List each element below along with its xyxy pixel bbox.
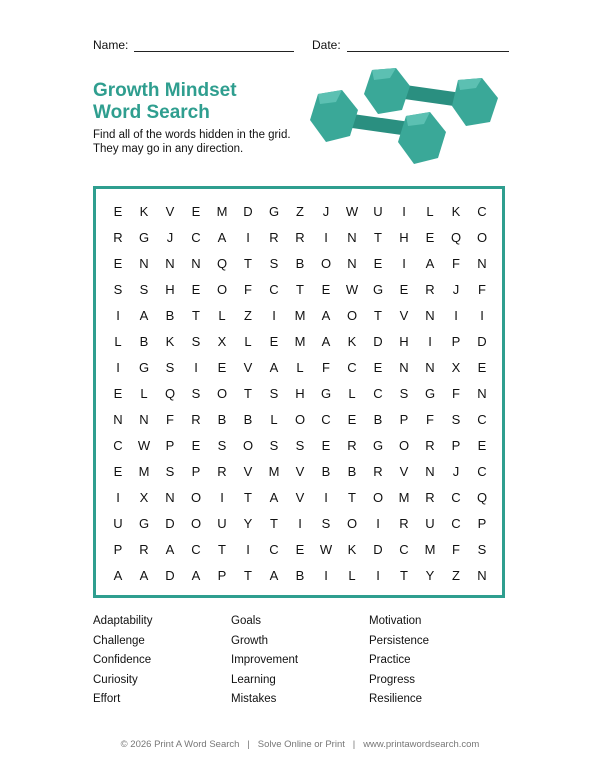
word-search-grid-frame xyxy=(93,186,505,598)
grid-letter[interactable]: S xyxy=(295,437,305,453)
grid-letter[interactable]: I xyxy=(376,515,380,531)
grid-letter[interactable]: N xyxy=(139,255,149,271)
grid-letter[interactable]: I xyxy=(246,229,250,245)
grid-letter[interactable]: F xyxy=(452,541,460,557)
grid-letter[interactable]: N xyxy=(191,255,201,271)
footer-copyright: © 2026 Print A Word Search xyxy=(120,739,240,750)
grid-letter[interactable]: I xyxy=(116,307,120,323)
grid-letter[interactable]: L xyxy=(348,385,356,401)
grid-letter[interactable]: D xyxy=(165,567,175,583)
grid-letter[interactable]: S xyxy=(139,281,149,297)
grid-letter[interactable]: M xyxy=(138,463,150,479)
word-list-item: Resilience xyxy=(369,693,423,705)
grid-letter[interactable]: A xyxy=(113,567,123,583)
grid-letter[interactable]: R xyxy=(425,489,435,505)
word-list-item: Goals xyxy=(231,615,262,627)
grid-letter[interactable]: V xyxy=(165,203,175,219)
name-label: Name: xyxy=(93,38,129,52)
grid-letter[interactable]: E xyxy=(191,437,201,453)
grid-letter[interactable]: N xyxy=(399,359,409,375)
word-search-grid xyxy=(105,198,495,588)
grid-letter[interactable]: V xyxy=(295,463,305,479)
grid-letter[interactable]: R xyxy=(191,411,201,427)
grid-letter[interactable]: R xyxy=(269,229,279,245)
grid-letter[interactable]: A xyxy=(217,229,227,245)
grid-letter[interactable]: M xyxy=(398,489,410,505)
grid-letter[interactable]: T xyxy=(296,281,304,297)
grid-letter[interactable]: V xyxy=(399,307,409,323)
grid-letter[interactable]: T xyxy=(400,567,408,583)
word-list-item: Persistence xyxy=(369,634,430,647)
grid-letter[interactable]: S xyxy=(191,333,201,349)
grid-letter[interactable]: G xyxy=(372,281,384,297)
grid-letter[interactable]: C xyxy=(477,463,487,479)
grid-letter[interactable]: C xyxy=(191,541,201,557)
grid-letter[interactable]: O xyxy=(476,229,488,245)
grid-letter[interactable]: P xyxy=(477,515,487,531)
word-list-item: Effort xyxy=(93,693,121,705)
grid-letter[interactable]: I xyxy=(428,333,432,349)
grid-letter[interactable]: U xyxy=(113,515,123,531)
grid-letter[interactable]: R xyxy=(399,515,409,531)
word-list-item: Confidence xyxy=(93,654,152,666)
grid-letter[interactable]: C xyxy=(321,411,331,427)
grid-letter[interactable]: H xyxy=(399,229,409,245)
footer-separator: | xyxy=(247,739,250,750)
grid-letter[interactable]: G xyxy=(320,385,332,401)
grid-letter[interactable]: A xyxy=(321,333,331,349)
grid-letter[interactable]: N xyxy=(477,255,487,271)
grid-letter[interactable]: A xyxy=(269,489,279,505)
grid-letter[interactable]: T xyxy=(374,229,382,245)
grid-letter[interactable]: M xyxy=(294,307,306,323)
grid-letter[interactable]: N xyxy=(347,255,357,271)
grid-letter[interactable]: E xyxy=(191,203,201,219)
word-list-item: Practice xyxy=(369,654,411,666)
word-list-item: Adaptability xyxy=(93,615,153,627)
grid-letter[interactable]: C xyxy=(113,437,123,453)
word-list xyxy=(93,612,505,710)
grid-letter[interactable]: H xyxy=(399,333,409,349)
grid-letter[interactable]: C xyxy=(347,359,357,375)
grid-letter[interactable]: U xyxy=(373,203,383,219)
grid-letter[interactable]: J xyxy=(452,463,460,479)
grid-letter[interactable]: S xyxy=(321,515,331,531)
grid-letter[interactable]: K xyxy=(451,203,461,219)
grid-letter[interactable]: W xyxy=(137,437,151,453)
grid-letter[interactable]: T xyxy=(374,307,382,323)
name-field xyxy=(93,38,294,52)
grid-letter[interactable]: A xyxy=(269,359,279,375)
grid-letter[interactable]: P xyxy=(451,437,461,453)
grid-letter[interactable]: L xyxy=(114,333,122,349)
grid-letter[interactable]: O xyxy=(372,489,384,505)
grid-letter[interactable]: E xyxy=(477,437,487,453)
grid-letter[interactable]: P xyxy=(191,463,201,479)
grid-letter[interactable]: M xyxy=(424,541,436,557)
date-field xyxy=(312,38,509,52)
grid-letter[interactable]: W xyxy=(319,541,333,557)
grid-letter[interactable]: E xyxy=(373,255,383,271)
grid-letter[interactable]: G xyxy=(372,437,384,453)
word-list-item: Challenge xyxy=(93,634,145,647)
grid-letter[interactable]: L xyxy=(426,203,434,219)
grid-letter[interactable]: A xyxy=(139,307,149,323)
grid-letter[interactable]: M xyxy=(216,203,228,219)
grid-letter[interactable]: K xyxy=(347,541,357,557)
grid-letter[interactable]: A xyxy=(321,307,331,323)
page-title xyxy=(93,80,237,124)
grid-letter[interactable]: O xyxy=(190,489,202,505)
grid-letter[interactable]: N xyxy=(347,229,357,245)
grid-letter[interactable]: B xyxy=(347,463,357,479)
grid-letter[interactable]: E xyxy=(373,359,383,375)
grid-letter[interactable]: O xyxy=(398,437,410,453)
grid-letter[interactable]: I xyxy=(402,255,406,271)
grid-letter[interactable]: A xyxy=(139,567,149,583)
grid-letter[interactable]: P xyxy=(165,437,175,453)
grid-letter[interactable]: L xyxy=(270,411,278,427)
grid-letter[interactable]: R xyxy=(113,229,123,245)
grid-letter[interactable]: N xyxy=(425,307,435,323)
grid-letter[interactable]: S xyxy=(165,359,175,375)
grid-letter[interactable]: S xyxy=(477,541,487,557)
grid-letter[interactable]: Q xyxy=(450,229,462,245)
grid-letter[interactable]: G xyxy=(138,359,150,375)
footer-separator: | xyxy=(352,739,356,750)
grid-letter[interactable]: L xyxy=(296,359,304,375)
grid-letter[interactable]: I xyxy=(246,541,250,557)
grid-letter[interactable]: E xyxy=(321,281,331,297)
grid-letter[interactable]: E xyxy=(425,229,435,245)
grid-letter[interactable]: I xyxy=(454,307,458,323)
grid-letter[interactable]: C xyxy=(269,541,279,557)
grid-letter[interactable]: C xyxy=(477,203,487,219)
grid-letter[interactable]: Y xyxy=(243,515,253,531)
grid-letter[interactable]: Q xyxy=(216,255,228,271)
grid-letter[interactable]: J xyxy=(452,281,460,297)
grid-letter[interactable]: B xyxy=(373,411,383,427)
grid-letter[interactable]: S xyxy=(269,255,279,271)
grid-letter[interactable]: F xyxy=(452,255,460,271)
grid-letter[interactable]: D xyxy=(373,333,383,349)
grid-letter[interactable]: G xyxy=(268,203,280,219)
grid-letter[interactable]: X xyxy=(451,359,461,375)
word-list-item: Growth xyxy=(231,634,269,647)
grid-letter[interactable]: F xyxy=(166,411,174,427)
word-list-item: Mistakes xyxy=(231,693,277,705)
grid-letter[interactable]: I xyxy=(376,567,380,583)
grid-letter[interactable]: I xyxy=(220,489,224,505)
grid-letter[interactable]: D xyxy=(373,541,383,557)
grid-letter[interactable]: J xyxy=(322,203,330,219)
word-list-item: Motivation xyxy=(369,615,422,627)
grid-letter[interactable]: R xyxy=(373,463,383,479)
grid-letter[interactable]: R xyxy=(347,437,357,453)
grid-letter[interactable]: E xyxy=(191,281,201,297)
grid-letter[interactable]: N xyxy=(425,359,435,375)
grid-letter[interactable]: I xyxy=(324,489,328,505)
grid-letter[interactable]: B xyxy=(165,307,175,323)
grid-letter[interactable]: X xyxy=(139,489,149,505)
grid-letter[interactable]: I xyxy=(324,229,328,245)
grid-letter[interactable]: I xyxy=(324,567,328,583)
grid-letter[interactable]: E xyxy=(477,359,487,375)
grid-letter[interactable]: N xyxy=(113,411,123,427)
footer-website-link[interactable]: www.printawordsearch.com xyxy=(363,739,480,750)
grid-letter[interactable]: E xyxy=(113,385,123,401)
grid-letter[interactable]: O xyxy=(216,385,228,401)
grid-letter[interactable]: L xyxy=(218,307,226,323)
grid-letter[interactable]: I xyxy=(116,359,120,375)
grid-letter[interactable]: B xyxy=(217,411,227,427)
grid-letter[interactable]: P xyxy=(217,567,227,583)
grid-letter[interactable]: O xyxy=(294,411,306,427)
grid-letter[interactable]: S xyxy=(451,411,461,427)
grid-letter[interactable]: T xyxy=(348,489,356,505)
grid-letter[interactable]: N xyxy=(139,411,149,427)
grid-letter[interactable]: W xyxy=(345,281,359,297)
grid-letter[interactable]: D xyxy=(165,515,175,531)
grid-letter[interactable]: O xyxy=(190,515,202,531)
grid-letter[interactable]: I xyxy=(402,203,406,219)
grid-letter[interactable]: T xyxy=(244,567,252,583)
grid-letter[interactable]: E xyxy=(321,437,331,453)
grid-letter[interactable]: I xyxy=(480,307,484,323)
name-line xyxy=(134,41,294,52)
grid-letter[interactable]: S xyxy=(399,385,409,401)
grid-letter[interactable]: O xyxy=(320,255,332,271)
grid-letter[interactable]: P xyxy=(451,333,461,349)
grid-letter[interactable]: D xyxy=(243,203,253,219)
grid-letter[interactable]: S xyxy=(165,463,175,479)
grid-letter[interactable]: L xyxy=(348,567,356,583)
grid-letter[interactable]: C xyxy=(451,515,461,531)
grid-letter[interactable]: H xyxy=(165,281,175,297)
grid-letter[interactable]: P xyxy=(399,411,409,427)
grid-letter[interactable]: E xyxy=(113,203,123,219)
grid-letter[interactable]: A xyxy=(425,255,435,271)
date-label: Date: xyxy=(312,38,341,52)
instructions-line-1: Find all of the words hidden in the grid. xyxy=(93,129,291,141)
grid-letter[interactable]: M xyxy=(294,333,306,349)
grid-letter[interactable]: N xyxy=(425,463,435,479)
grid-letter[interactable]: R xyxy=(425,437,435,453)
grid-letter[interactable]: T xyxy=(244,385,252,401)
grid-letter[interactable]: L xyxy=(140,385,148,401)
word-list-item: Progress xyxy=(369,673,416,686)
grid-letter[interactable]: X xyxy=(217,333,227,349)
grid-letter[interactable]: P xyxy=(113,541,123,557)
grid-letter[interactable]: B xyxy=(139,333,149,349)
grid-letter[interactable]: G xyxy=(138,229,150,245)
grid-letter[interactable]: E xyxy=(347,411,357,427)
grid-letter[interactable]: W xyxy=(345,203,359,219)
grid-letter[interactable]: Y xyxy=(425,567,435,583)
grid-letter[interactable]: S xyxy=(269,385,279,401)
grid-letter[interactable]: C xyxy=(373,385,383,401)
grid-letter[interactable]: H xyxy=(295,385,305,401)
word-list-item: Learning xyxy=(231,673,276,686)
grid-letter[interactable]: B xyxy=(243,411,253,427)
grid-letter[interactable]: Z xyxy=(296,203,304,219)
grid-letter[interactable]: F xyxy=(426,411,434,427)
grid-letter[interactable]: U xyxy=(217,515,227,531)
grid-letter[interactable]: O xyxy=(346,307,358,323)
grid-letter[interactable]: E xyxy=(217,359,227,375)
grid-letter[interactable]: L xyxy=(244,333,252,349)
grid-letter[interactable]: T xyxy=(270,515,278,531)
grid-letter[interactable]: F xyxy=(478,281,486,297)
grid-letter[interactable]: E xyxy=(295,541,305,557)
grid-letter[interactable]: D xyxy=(477,333,487,349)
grid-letter[interactable]: N xyxy=(165,489,175,505)
grid-letter[interactable]: Z xyxy=(452,567,460,583)
grid-letter[interactable]: M xyxy=(268,463,280,479)
grid-letter[interactable]: K xyxy=(347,333,357,349)
title-line-2: Word Search xyxy=(93,102,210,123)
grid-letter[interactable]: F xyxy=(244,281,252,297)
grid-letter[interactable]: S xyxy=(191,385,201,401)
grid-letter[interactable]: I xyxy=(194,359,198,375)
grid-letter[interactable]: O xyxy=(346,515,358,531)
grid-letter[interactable]: R xyxy=(295,229,305,245)
grid-letter[interactable]: N xyxy=(477,385,487,401)
word-list-item: Curiosity xyxy=(93,673,138,686)
grid-letter[interactable]: C xyxy=(269,281,279,297)
grid-letter[interactable]: C xyxy=(451,489,461,505)
grid-letter[interactable]: S xyxy=(217,437,227,453)
grid-letter[interactable]: N xyxy=(165,255,175,271)
grid-letter[interactable]: G xyxy=(424,385,436,401)
grid-letter[interactable]: B xyxy=(321,463,331,479)
grid-letter[interactable]: E xyxy=(113,255,123,271)
grid-letter[interactable]: I xyxy=(272,307,276,323)
word-list-item: Improvement xyxy=(231,654,299,666)
grid-letter[interactable]: F xyxy=(322,359,330,375)
grid-letter[interactable]: S xyxy=(269,437,279,453)
grid-letter[interactable]: J xyxy=(166,229,174,245)
grid-letter[interactable]: R xyxy=(217,463,227,479)
title-line-1: Growth Mindset xyxy=(93,80,237,101)
grid-letter[interactable]: V xyxy=(243,463,253,479)
grid-letter[interactable]: N xyxy=(477,567,487,583)
grid-letter[interactable]: O xyxy=(242,437,254,453)
grid-letter[interactable]: A xyxy=(191,567,201,583)
grid-letter[interactable]: T xyxy=(192,307,200,323)
grid-letter[interactable]: Z xyxy=(244,307,252,323)
grid-letter[interactable]: G xyxy=(138,515,150,531)
grid-letter[interactable]: F xyxy=(452,385,460,401)
grid-letter[interactable]: T xyxy=(244,255,252,271)
grid-letter[interactable]: I xyxy=(298,515,302,531)
grid-letter[interactable]: C xyxy=(399,541,409,557)
dumbbells-icon xyxy=(306,64,512,176)
footer-solve-text: Solve Online or Print xyxy=(257,739,345,750)
grid-letter[interactable]: A xyxy=(269,567,279,583)
grid-letter[interactable]: A xyxy=(165,541,175,557)
instructions-line-2: They may go in any direction. xyxy=(93,143,244,155)
date-line xyxy=(347,41,509,52)
grid-letter[interactable]: B xyxy=(295,255,305,271)
grid-letter[interactable]: E xyxy=(113,463,123,479)
grid-letter[interactable]: T xyxy=(244,489,252,505)
grid-letter[interactable]: C xyxy=(477,411,487,427)
grid-letter[interactable]: K xyxy=(139,203,149,219)
grid-letter[interactable]: V xyxy=(295,489,305,505)
grid-letter[interactable]: K xyxy=(165,333,175,349)
footer xyxy=(0,739,600,750)
instructions xyxy=(93,128,291,156)
grid-letter[interactable]: U xyxy=(425,515,435,531)
grid-letter[interactable]: E xyxy=(269,333,279,349)
grid-letter[interactable]: T xyxy=(218,541,226,557)
grid-letter[interactable]: B xyxy=(295,567,305,583)
grid-letter[interactable]: S xyxy=(113,281,123,297)
grid-letter[interactable]: R xyxy=(425,281,435,297)
grid-letter[interactable]: V xyxy=(243,359,253,375)
grid-letter[interactable]: O xyxy=(216,281,228,297)
grid-letter[interactable]: E xyxy=(399,281,409,297)
grid-letter[interactable]: Q xyxy=(476,489,488,505)
grid-letter[interactable]: Q xyxy=(164,385,176,401)
grid-letter[interactable]: C xyxy=(191,229,201,245)
grid-letter[interactable]: V xyxy=(399,463,409,479)
grid-letter[interactable]: R xyxy=(139,541,149,557)
grid-letter[interactable]: I xyxy=(116,489,120,505)
